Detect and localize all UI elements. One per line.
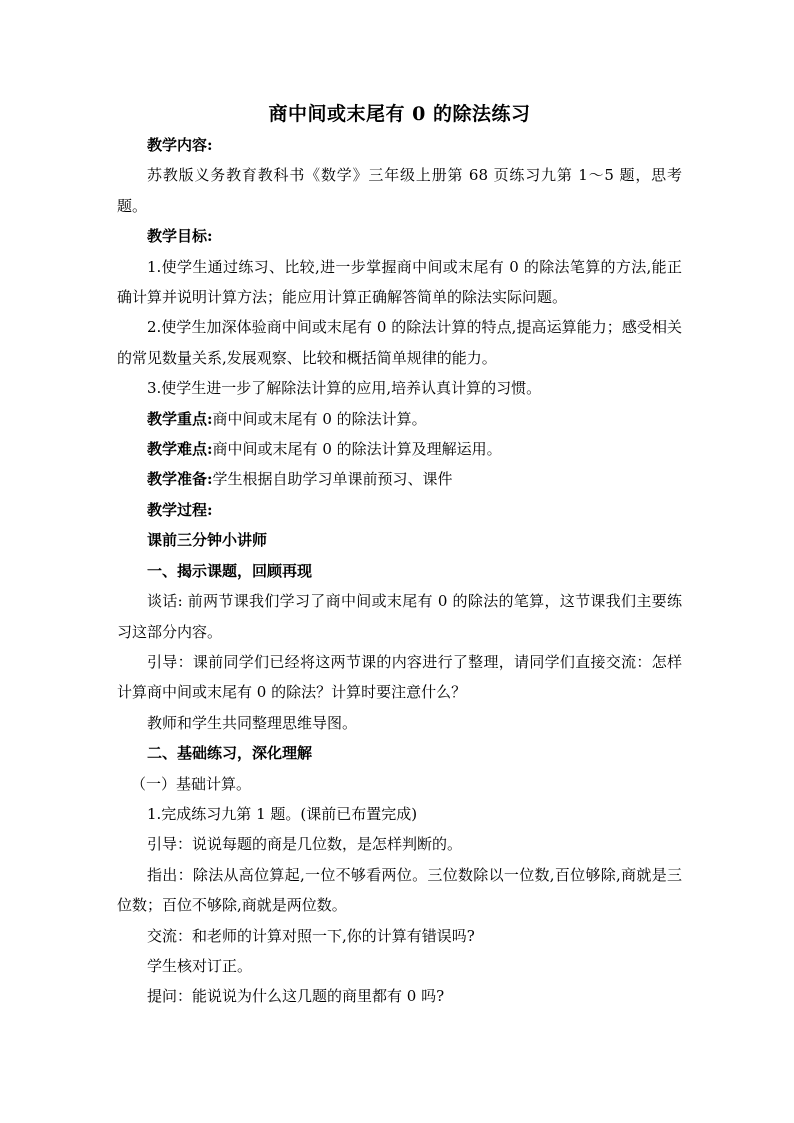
section-1-paragraph-3: 教师和学生共同整理思维导图。: [147, 713, 358, 732]
preparation-label: 教学准备:: [147, 470, 213, 489]
key-point-text: 商中间或末尾有 0 的除法计算。: [212, 409, 427, 428]
difficulty-text: 商中间或末尾有 0 的除法计算及理解运用。: [212, 440, 502, 459]
preparation-line: [117, 464, 682, 494]
goal-1-paragraph: 1.使学生通过练习、比较,进一步掌握商中间或末尾有 0 的除法笔算的方法,能正确计算并说明计算方法；能应用计算正确解答简单的除法实际问题。: [117, 257, 682, 307]
section-1-heading: 一、揭示课题，回顾再现: [147, 561, 313, 580]
section-2-paragraph-1: 1.完成练习九第 1 题。(课前已布置完成): [147, 804, 418, 823]
goal-3-paragraph: 3.使学生进一步了解除法计算的应用,培养认真计算的习惯。: [147, 379, 542, 398]
section-1-paragraph-1: 谈话: 前两节课我们学习了商中间或末尾有 0 的除法的笔算，这节课我们主要练习这部分内容。: [117, 592, 682, 641]
section-2-paragraph-2: 引导：说说每题的商是几位数，是怎样判断的。: [147, 835, 463, 854]
key-point-line: [117, 404, 682, 434]
section-1-paragraph-2: 引导：课前同学们已经将这两节课的内容进行了整理，请同学们直接交流：怎样计算商中间或末尾有 0 的除法？计算时要注意什么？: [117, 652, 682, 702]
goals-label: 教学目标:: [147, 227, 213, 246]
difficulty-label: 教学难点:: [147, 440, 213, 459]
difficulty-line: [117, 434, 682, 464]
key-point-label: 教学重点:: [147, 409, 213, 428]
document-title: 商中间或末尾有 0 的除法练习: [268, 103, 531, 125]
section-2-paragraph-6: 提问：能说说为什么这几题的商里都有 0 吗?: [147, 987, 445, 1006]
content-paragraph: 苏教版义务教育教科书《数学》三年级上册第 68 页练习九第 1～5 题，思考题。: [117, 166, 682, 215]
section-2-paragraph-4: 交流：和老师的计算对照一下,你的计算有错误吗?: [147, 926, 475, 945]
content-label: 教学内容:: [147, 136, 213, 154]
section-2-paragraph-5: 学生核对订正。: [147, 956, 253, 975]
goal-2-paragraph: 2.使学生加深体验商中间或末尾有 0 的除法计算的特点,提高运算能力；感受相关的常见数量关系,发展观察、比较和概括简单规律的能力。: [117, 318, 682, 367]
document-body: [117, 98, 682, 1012]
pre-class-heading: 课前三分钟小讲师: [147, 531, 268, 550]
section-2-paragraph-3: 指出：除法从高位算起,一位不够看两位。三位数除以一位数,百位够除,商就是三位数；百位不够除,商就是两位数。: [117, 865, 682, 915]
preparation-text: 学生根据自助学习单课前预习、课件: [212, 470, 453, 489]
section-2-subheading: （一）基础计算。: [131, 774, 252, 793]
section-2-heading: 二、基础练习，深化理解: [147, 744, 313, 763]
process-label: 教学过程:: [147, 500, 213, 519]
